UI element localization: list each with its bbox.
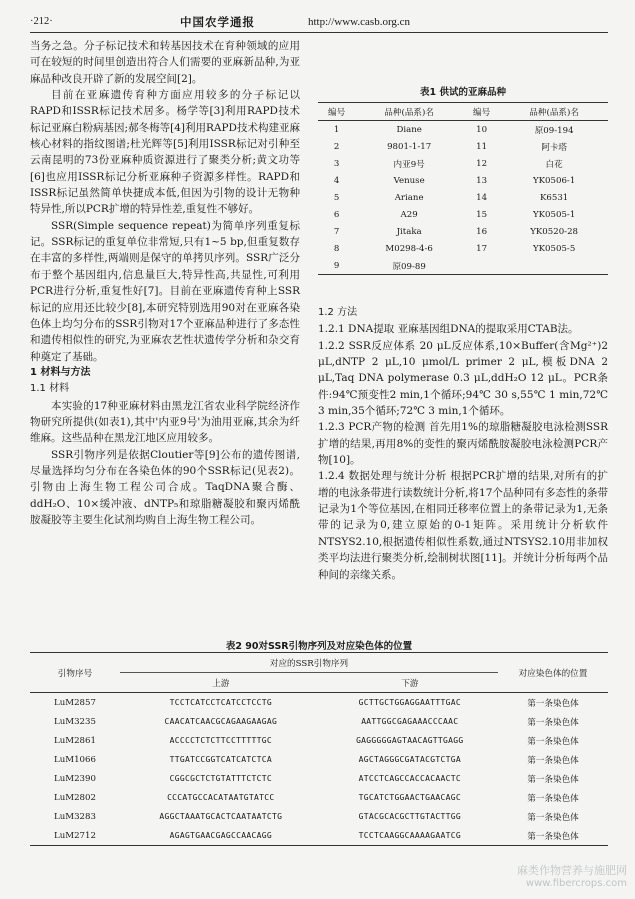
- table-cell: Diane: [396, 124, 422, 135]
- table-cell: LuM2861: [54, 735, 96, 746]
- table-cell: TTGATCCGGTCATCATCTCA: [169, 755, 272, 764]
- subsection-heading: 1.2 方法: [318, 307, 358, 318]
- table-cell: AGAGTGAACGAGCCAACAGG: [169, 831, 272, 840]
- table-cell: 15: [476, 209, 488, 220]
- table-header: 对应的SSR引物序列: [269, 658, 349, 669]
- table-header: 编号: [328, 107, 346, 118]
- table1-caption: 表1 供试的亚麻品种: [420, 87, 506, 98]
- table-cell: YK0505-5: [532, 243, 576, 254]
- table-cell: 第一条染色体: [527, 812, 579, 823]
- table-row: [318, 206, 608, 223]
- table-cell: 17: [476, 243, 488, 254]
- watermark-text: 麻类作物营养与施肥网: [517, 864, 627, 877]
- table-cell: TCCTCATCCTCATCCTCCTG: [169, 698, 272, 707]
- table-cell: 原09-89: [392, 261, 426, 272]
- left-column: [30, 38, 300, 528]
- journal-name: 中国农学通报: [180, 15, 255, 29]
- table-cell: 9801-1-17: [387, 141, 432, 152]
- table-cell: 第一条染色体: [527, 793, 579, 804]
- table-cell: 第一条染色体: [527, 755, 579, 766]
- table-cell: ATCCTCAGCCACCACAACTC: [358, 774, 461, 783]
- paragraph: 目前在亚麻遗传育种方面应用较多的分子标记以RAPD和ISSR标记技术居多。杨学等[3]利用RAPD技术标记亚麻白粉病基因;郝冬梅等[4]利用RAPD技术构建亚麻核心材料的指纹图谱;杜光辉等[5]利用ISSR标记对引种至云南昆明的73份亚麻种质资源进行了聚类分析;黄文功等[6]也应用ISSR标记分析亚麻种子资源多样性。RAPD和ISSR标记虽然简单快捷成本低,但因为引物的设计无物种特异性,所以PCR扩增的特异性差,重复性不够好。: [30, 89, 300, 216]
- journal-url[interactable]: http://www.casb.org.cn: [308, 16, 411, 28]
- table-row: [318, 172, 608, 189]
- table-cell: 8: [333, 243, 340, 254]
- table-row: [318, 138, 608, 155]
- paragraph: 本实验的17种亚麻材料由黑龙江省农业科学院经济作物研究所提供(如表1),其中'内亚9号'为油用亚麻,其余为纤维麻。这些品种在黑龙江地区应用较多。: [30, 399, 300, 445]
- watermark: [517, 862, 627, 889]
- page-number: ·212·: [30, 16, 53, 27]
- table-cell: Ariane: [394, 192, 424, 203]
- table-cell: 白花: [545, 159, 563, 170]
- table-cell: GAGGGGGAGTAACAGTTGAGG: [356, 736, 464, 745]
- table-cell: GCTTGCTGGAGGAATTTGAC: [358, 698, 461, 707]
- header-rule: [30, 32, 608, 33]
- table-row: [30, 712, 608, 731]
- table-row: [30, 769, 608, 788]
- table-cell: 11: [476, 141, 488, 152]
- table-cell: 第一条染色体: [527, 774, 579, 785]
- table-cell: 9: [333, 260, 340, 271]
- table-row: [30, 826, 608, 846]
- table-cell: AGCTAGGGCGATACGTCTGA: [358, 755, 461, 764]
- table-cell: YK0506-1: [532, 175, 576, 186]
- table-cell: 第一条染色体: [527, 831, 579, 842]
- table-cell: 第一条染色体: [527, 698, 579, 709]
- table-cell: LuM1066: [54, 754, 96, 765]
- table-cell: 3: [333, 158, 340, 169]
- table-cell: TCCTCAAGGCAAAAGAATCG: [358, 831, 461, 840]
- table2: [30, 652, 608, 846]
- watermark-url: www.fibercrops.com: [525, 878, 627, 889]
- table-cell: LuM2857: [54, 697, 96, 708]
- table-cell: GTACGCACGCTTGTACTTGG: [358, 812, 461, 821]
- table-cell: Venuse: [393, 175, 425, 186]
- table-cell: 10: [476, 124, 488, 135]
- table-cell: LuM2802: [54, 792, 96, 803]
- paragraph: SSR(Simple sequence repeat)为简单序列重复标记。SSR标记的重复单位非常短,只有1~5 bp,但重复数存在丰富的多样性,两端则是保守的单拷贝序列。SSR广泛分布于整个基因组内,信息量巨大,特异性高,共显性,可利用PCR进行分析,重复性好[7]。目前在亚麻遗传育种上SSR标记的应用还比较少[8],本研究特别选用90对在亚麻各染色体上均匀分布的SSR引物对17个亚麻品种进行了多态性和遗传相似性的研究,为亚麻农艺性状遗传学分析和杂交育种奠定了基础。: [30, 219, 300, 363]
- table-header: 编号: [473, 107, 491, 118]
- table-row: [318, 240, 608, 257]
- table-row: [30, 807, 608, 826]
- table-cell: Jitaka: [396, 226, 422, 237]
- table-cell: 原09-194: [534, 125, 574, 136]
- paragraph: 1.2.3 PCR产物的检测 首先用1%的琼脂糖凝胶电泳检测SSR扩增的结果,再用8%的变性的聚丙烯酰胺凝胶电泳检测PCR产物[10]。: [318, 421, 608, 467]
- table-header: 引物序号: [57, 668, 93, 679]
- right-column: [318, 305, 608, 583]
- table-header: 上游: [212, 678, 230, 689]
- table-row: [30, 731, 608, 750]
- table-row: [318, 121, 608, 139]
- table-cell: YK0520-28: [530, 226, 579, 237]
- table-cell: ACCCCTCTCTTCCTTTTTGC: [169, 736, 272, 745]
- table-header: 下游: [401, 678, 419, 689]
- table-cell: YK0505-1: [532, 209, 576, 220]
- paragraph: 当务之急。分子标记技术和转基因技术在育种领域的应用可在较短的时间里创造出符合人们需要的亚麻新品种,为亚麻品种改良开辟了新的发展空间[2]。: [30, 40, 300, 85]
- table-cell: 6: [333, 209, 340, 220]
- table-cell: 16: [476, 226, 488, 237]
- table-cell: TGCATCTGGAACTGAACAGC: [358, 793, 461, 802]
- table-row: [318, 155, 608, 172]
- paragraph: SSR引物序列是依据Cloutier等[9]公布的遗传图谱,尽量选择均匀分布在各染色体的90个SSR标记(见表2)。引物由上海生物工程公司合成。TaqDNA聚合酶、ddH₂O、10×缓冲液、dNTP₅和琼脂糖凝胶和聚丙烯酰胺凝胶等主要生化试剂均购自上海生物工程公司。: [30, 448, 300, 526]
- table-cell: M0298-4-6: [385, 243, 433, 254]
- table-cell: 2: [333, 141, 340, 152]
- table-header: 品种(品系)名: [384, 107, 434, 118]
- table-cell: CGGCGCTCTGTATTTCTCTC: [169, 774, 272, 783]
- table-header: 品种(品系)名: [529, 107, 579, 118]
- table-cell: 5: [333, 192, 340, 203]
- paragraph: 1.2.4 数据处理与统计分析 根据PCR扩增的结果,对所有的扩增的电泳条带进行读数统计分析,将17个品种同有多态性的条带记录为1个等位基因,在相同迁移率位置上的条带记录为1,无条带的记录为0,建立原始的0-1矩阵。采用统计分析软件NTSYS2.10,根据遗传相似性系数,通过NTSYS2.10用非加权类平均法进行聚类分析,绘制树状图[11]。并统计分析每两个品种间的亲缘关系。: [318, 470, 608, 581]
- section-heading: 1 材料与方法: [30, 366, 91, 378]
- table-cell: [500, 257, 608, 275]
- table-cell: 1: [333, 124, 340, 135]
- table-cell: LuM2712: [54, 830, 96, 841]
- table1: [318, 102, 608, 275]
- table-cell: CAACATCAACGCAGAAGAAGAG: [164, 717, 278, 726]
- table-cell: 阿卡塔: [541, 142, 568, 153]
- table-cell: 内亚9号: [393, 159, 425, 170]
- table-cell: 7: [333, 226, 340, 237]
- table-cell: 4: [333, 175, 340, 186]
- table-row: [30, 693, 608, 713]
- paragraph: 1.2.1 DNA提取 亚麻基因组DNA的提取采用CTAB法。: [318, 323, 579, 336]
- table-row: [318, 189, 608, 206]
- table-cell: AATTGGCGAGAAACCCAAC: [361, 717, 459, 726]
- table-cell: 13: [476, 175, 488, 186]
- paragraph: 1.2.2 SSR反应体系 20 μL反应体系,10×Buffer(含Mg²⁺)2 μL,dNTP 2 μL,10 μmol/L primer 2 μL,模板DNA 2 μL,Taq DNA polymerase 0.3 μL,ddH₂O 12 μL。PCR条件:94℃预变性2 min,1个循环;94℃ 30 s,55℃ 1 min,72℃ 3 min,35个循环;72℃ 3 min,1个循环。: [318, 339, 608, 418]
- table-header: 对应染色体的位置: [518, 668, 588, 679]
- table-cell: LuM2390: [54, 773, 96, 784]
- table-cell: A29: [400, 209, 418, 220]
- table-row: [30, 750, 608, 769]
- table-row: [30, 788, 608, 807]
- table-cell: LuM3235: [54, 716, 96, 727]
- table-row: [318, 223, 608, 240]
- table-cell: AGGCTAAATGCACTCAATAATCTG: [159, 812, 283, 821]
- table-row: [318, 257, 608, 275]
- table-cell: 14: [476, 192, 488, 203]
- table-cell: 第一条染色体: [527, 736, 579, 747]
- table-cell: [463, 257, 500, 275]
- subsection-heading: 1.1 材料: [30, 383, 70, 395]
- table-cell: K6531: [539, 192, 569, 203]
- table-cell: LuM3283: [54, 811, 96, 822]
- page-header: [30, 14, 608, 30]
- table2-caption: 表2 90对SSR引物序列及对应染色体的位置: [225, 641, 413, 652]
- table-cell: 12: [476, 158, 488, 169]
- table-cell: 第一条染色体: [527, 717, 579, 728]
- table-cell: CCCATGCCACATAATGTATCC: [167, 793, 275, 802]
